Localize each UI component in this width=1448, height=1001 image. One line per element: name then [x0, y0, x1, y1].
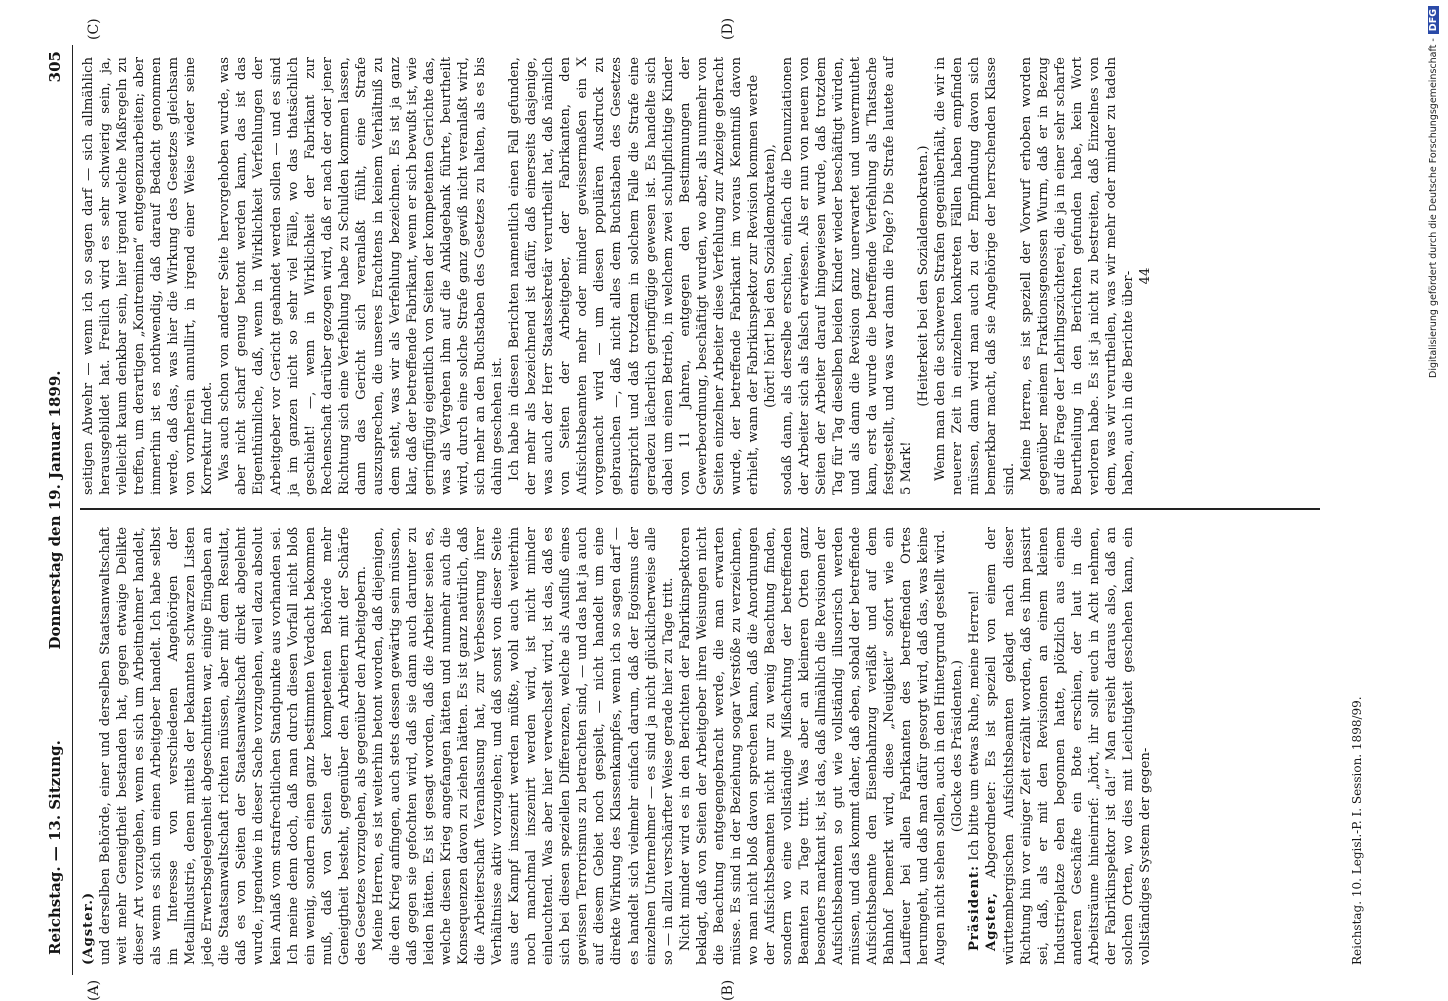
dfg-stamp: [1408, 8, 1439, 908]
paragraph: Meine Herren, es ist weiterhin betont worden, daß diejenigen, die den Krieg anfingen, auch stets dessen gewärtig sein müssen, daß gegen sie gefochten wird, daß sie dann auch darunter zu leiden hätten. Es ist gesagt worden, daß die Arbeiter seien es, welche diesen Krieg angefangen hätten und nunmehr auch die Konsequenzen davon zu ziehen hätten. Es ist ganz natürlich, daß die Arbeiterschaft Veranlassung hat, zur Verbesserung ihrer Verhältnisse aktiv vorzugehen; und daß sonst von dieser Seite aus der Kampf inszenirt werden müßte, wohl auch weiterhin noch manchmal inszenirt werden wird, ist nicht minder einleuchtend. Was aber hier verwechselt wird, ist das, daß es sich bei diesen speziellen Differenzen, welche als Ausfluß eines gewissen Terrorismus zu betrachten sind, — und das hat ja auch auf diesem Gebiet noch gespielt, — nicht handelt um eine direkte Wirkung des Klassenkampfes, wenn ich so sagen darf — es handelt sich vielmehr einfach darum, daß der Egoismus der einzelnen Unternehmer — es sind ja nicht glücklicherweise alle so — in allzu verschärfter Weise gerade hier zu Tage tritt.: [370, 527, 676, 965]
interjection: (hört! hört! bei den Sozialdemokraten),: [762, 144, 778, 408]
page-header: [40, 45, 73, 975]
marker-c: (C): [86, 18, 102, 40]
signature-mark: 44: [1137, 267, 1153, 285]
left-column: [80, 527, 1370, 965]
header-center: Donnerstag den 19. Januar 1899.: [46, 370, 64, 650]
paragraph: Ich habe in diesen Berichten namentlich einen Fall gefunden, der mehr als bezeichnend ist dafür, daß einerseits dasjenige, was auch der Herr Staatssekretär verurtheilt hat, daß nämlich von Seiten der Arbeitgeber, der Fabrikanten, den Aufsichtsbeamten mehr oder minder gewissermaßen ein X vorgemacht wird — um diesen populären Ausdruck zu gebrauchen —, daß nicht alles dem Buchstaben des Gesetzes entspricht und daß trotzdem in solchem Falle die Strafe eine geradezu lächerlich geringfügige gewesen ist. Es handelte sich dabei um einen Betrieb, in welchem zwei schulpflichtige Kinder von 11 Jahren, entgegen den Bestimmungen der Gewerbeordnung, beschäftigt wurden, wo aber, als nunmehr von Seiten einzelner Arbeiter diese Verfehlung zur Anzeige gebracht wurde, der betreffende Fabrikant im voraus Kenntniß davon erhielt, wann der Fabrikinspektor zur Revision kommen werde: [507, 57, 761, 495]
paragraph: seitigen Abwehr — wenn ich so sagen darf — sich allmählich herausgebildet hat. Freilich wird es sehr schwierig sein, ja, vielleicht kaum denkbar sein, hier irgend welche Maßregeln zu treffen, um derartigen „Kontreminen“ entgegenzuarbeiten; aber immerhin ist es nothwendig, daß darauf Bedacht genommen werde, daß das, was hier die Wirkung des Gesetzes gleichsam von vornherein annullirt, in irgend einer Weise wieder seine Korrektur findet.: [81, 57, 216, 495]
marker-d: (D): [720, 17, 736, 40]
paragraph: Was auch schon von anderer Seite hervorgehoben wurde, was aber nicht scharf genug betont werden kann, das ist das Eigenthümliche, daß, wenn in Wirklichkeit Verfehlungen der Arbeitgeber vor Gericht geahndet werden sollen — und es sind ja im ganzen nicht so sehr viel Fälle, wo das thatsächlich geschieht! —, wenn in Wirklichkeit der Fabrikant zur Rechenschaft darüber gezogen wird, daß er nach der oder jener Richtung sich eine Verfehlung habe zu Schulden kommen lassen, dann das Gericht sich veranlaßt fühlt, eine Strafe auszusprechen, die unseres Erachtens in keinem Verhältniß zu dem steht, was wir als Verfehlung bezeichnen. Es ist ja ganz klar, daß der betreffende Fabrikant, wenn er sich bewußt ist, wie geringfügig eigentlich von Seiten der kompetenten Gerichte das, was als Vergehen ihm auf die Anklagebank führte, beurtheilt wird, durch eine solche Strafe ganz gewiß nicht veranlaßt wird, sich mehr an den Buchstaben des Gesetzes zu halten, als es bis dahin geschehen ist.: [217, 57, 506, 495]
stamp-text: Digitalisierung gefördert durch die Deutsche Forschungsgemeinschaft -: [1428, 38, 1439, 378]
interjection: (Heiterkeit bei den Sozialdemokraten.): [916, 145, 932, 407]
paragraph: Nicht minder wird es in den Berichten der Fabrikinspektoren beklagt, daß von Seiten der Arbeitgeber ihren Weisungen nicht die Beachtung entgegengebracht werde, die man erwarten müsse. Es sind in der Beziehung sogar Verstöße zu verzeichnen, wo man nicht bloß davon sprechen kann, daß die Anordnungen der Aufsichtsbeamten nicht nur zu wenig Beachtung finden, sondern wo eine vollständige Mißachtung der betreffenden Beamten zu Tage tritt. Was aber an kleineren Orten ganz besonders markant ist, ist das, daß allmählich die Revisionen der Aufsichtsbeamten so gut wie vollständig illusorisch werden müssen, und das kommt daher, daß eben, sobald der betreffende Aufsichtsbeamte den Eisenbahnzug verläßt und auf dem Bahnhof bemerkt wird, diese „Neuigkeit“ sofort wie ein Lauffeuer bei allen Fabrikanten des betreffenden Ortes herumgeht, und daß man dafür gesorgt wird, daß das, was keine Augen nicht sehen sollen, auch in den Hintergrund gestellt wird.: [677, 527, 949, 965]
stage-direction: (Glocke des Präsidenten.): [950, 659, 966, 833]
paragraph: Wenn man den die schweren Strafen gegenüberhält, die wir in neuerer Zeit in einzelnen konkreten Fällen haben empfinden müssen, dann wird man auch zu der Empfindung davon sich bemerkbar macht, daß sie Angehörige der herrschenden Klasse sind.: [933, 57, 1017, 495]
column-divider: [80, 509, 1320, 511]
paragraph: und derselben Behörde, einer und derselben Staatsanwaltschaft weit mehr Geneigtheit bestanden hat, gegen etwaige Delikte dieser Art vorzugehen, wenn es sich um Arbeitnehmer handelt, als wenn es sich um einen Arbeitgeber handelt. Ich habe selbst im Interesse von verschiedenen Angehörigen der Metallindustrie, denen mittels der bekannten schwarzen Listen jede Erwerbsgelegenheit abgeschnitten war, einige Eingaben an die Staatsanwaltschaft richten müssen, aber mit dem Resultat, daß es von Seiten der Staatsanwaltschaft direkt abgelehnt wurde, irgendwie in dieser Sache vorzugehen, weil dazu absolut kein Anlaß vom strafrechtlichen Standpunkte aus vorhanden sei. Ich meine denn doch, daß man durch diesen Vorfall nicht bloß ein wenig, sondern einen ganz bestimmten Verdacht bekommen muß, daß von Seiten der kompetenten Behörde mehr Geneigtheit besteht, gegenüber den Arbeitern mit der Schärfe des Gesetzes vorzugehen, als gegenüber den Arbeitgebern.: [98, 527, 369, 965]
dfg-logo: DFG: [1428, 6, 1439, 34]
paragraph: Meine Herren, es ist speziell der Vorwurf erhoben worden gegenüber meinem Fraktionsgenossen Wurm, daß er in Bezug auf die Frage der Lehrlingszüchterei, die ja in einer sehr scharfe Beurtheilung in den Berichten gefunden habe, kein Wort verloren habe. Es ist ja nicht zu bestreiten, daß Einzelnes von dem, was wir verurtheilen, was wir mehr oder minder zu tadeln haben, auch in die Berichte über-: [1018, 57, 1136, 495]
page-number: 305: [46, 51, 64, 83]
marker-a: (A): [86, 979, 102, 1001]
marker-b: (B): [720, 979, 736, 1001]
right-column: [80, 57, 1370, 495]
paragraph: sodaß dann, als derselbe erschien, einfach die Denunziationen der Arbeiter sich als falsch erwiesen. Als er nun von neuem von Seiten der Arbeiter darauf hingewiesen wurde, daß trotzdem Tag für Tag dieselben beiden Kinder wieder beschäftigt würden, und als dann die Revision ganz unerwartet und unvermuthet kam, erst da wurde die betreffende Verfehlung als Thatsache festgestellt, und was war dann die Folge? Die Strafe lautete auf 5 Mark!: [779, 57, 915, 495]
president-speech: Präsident: Ich bitte um etwas Ruhe, meine Herren!: [967, 590, 983, 951]
agster-speech: Agster, Abgeordneter: Es ist speziell von einem der württembergischen Aufsichtsbeamten geklagt nach dieser Richtung hin vor einiger Zeit erzählt worden, daß es ihm passirt sei, daß, als er mit den Revisionen an einem kleinen Industrieplatze eben begonnen hatte, plötzlich aus einem anderen Geschäfte ein Bote erschien, der laut in die Arbeitsräume hineinrief: „hört, ihr sollt euch in Acht nehmen, der Fabrikinspektor ist da!“ Man ersieht daraus also, daß an solchen Orten, wo dies mit Leichtigkeit geschehen kann, ein vollständiges System der gegen-: [984, 527, 1153, 965]
header-left: Reichstag. — 13. Sitzung.: [46, 740, 64, 955]
footer-session: Reichstag. 10. Legisl.-P. I. Session. 1898/99.: [1349, 696, 1364, 965]
speaker-continuation: (Agster.): [81, 891, 96, 965]
rotated-page: [40, 17, 1380, 1001]
